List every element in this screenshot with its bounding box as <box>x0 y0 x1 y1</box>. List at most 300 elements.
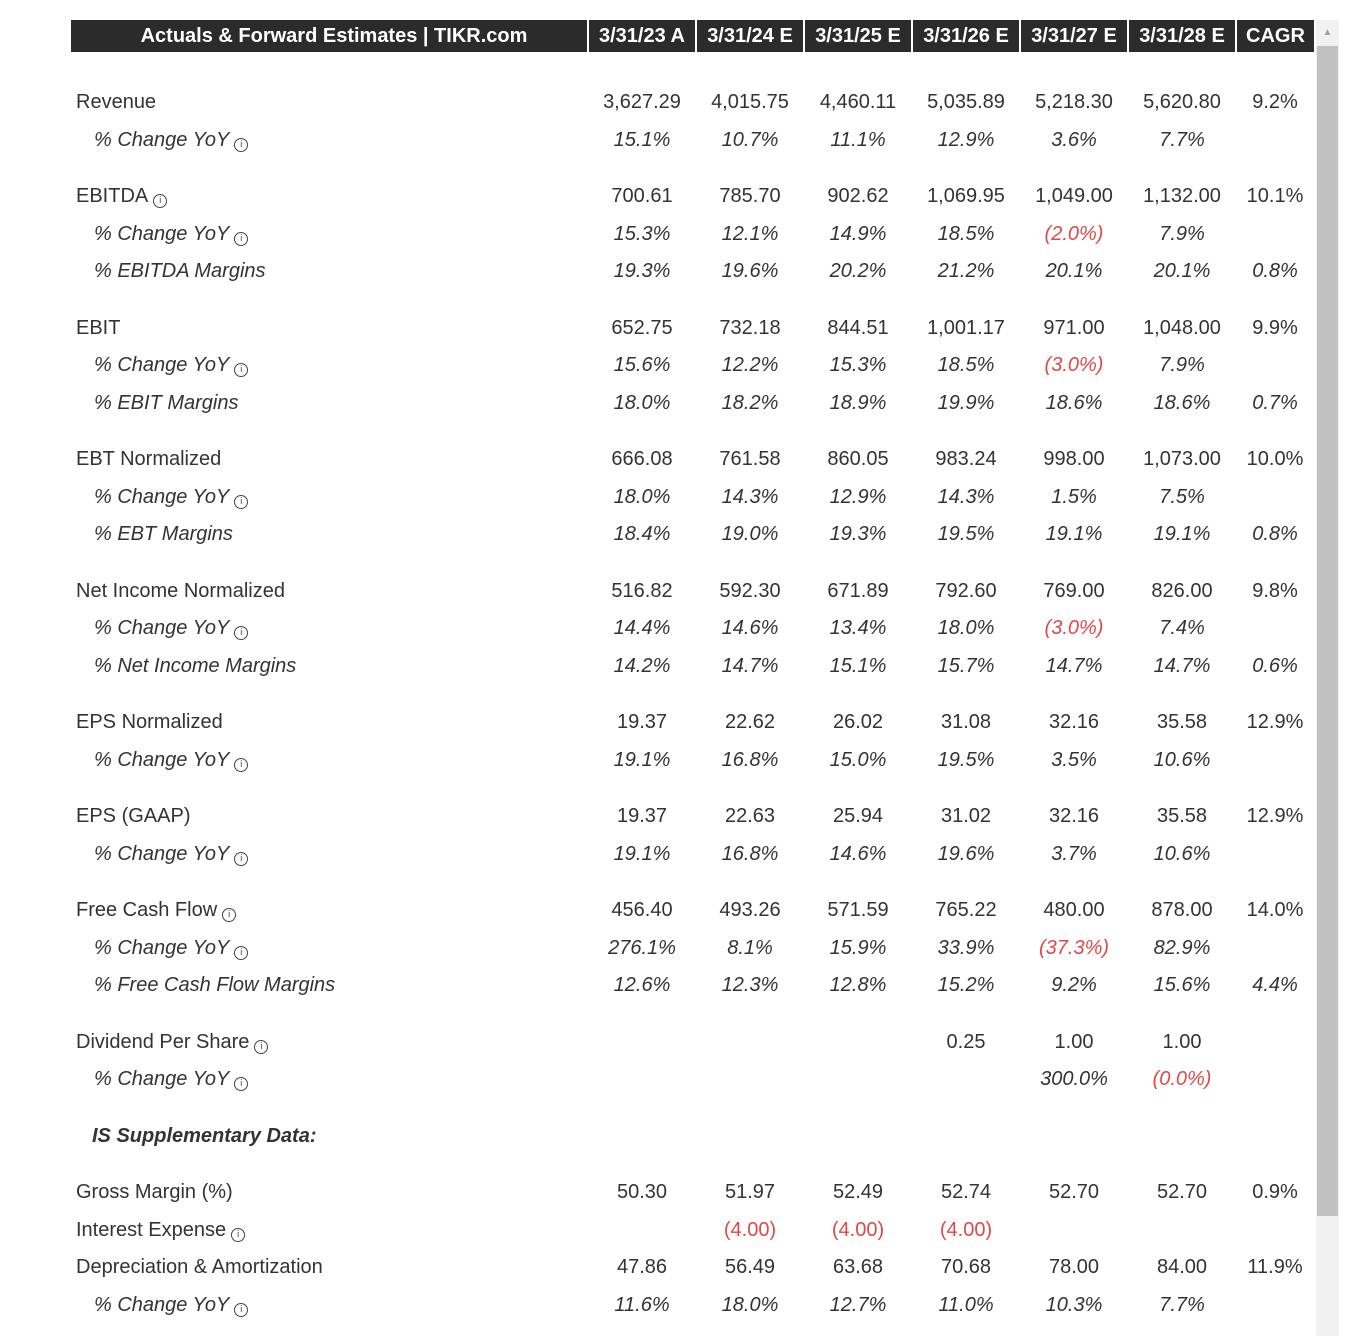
value-cell: 10.7% <box>721 128 779 151</box>
sub-metric-row <box>71 216 1314 254</box>
value-cell: 25.94 <box>832 805 884 828</box>
value-cell: 983.24 <box>935 448 997 471</box>
cagr-cell <box>1236 479 1314 517</box>
info-circle-icon[interactable]: i <box>234 626 248 640</box>
value-cell: 14.9% <box>829 222 887 245</box>
metric-row <box>71 1174 1314 1212</box>
value-cell: 78.00 <box>1048 1256 1100 1279</box>
cagr-cell <box>1236 1061 1314 1099</box>
info-circle-icon[interactable]: i <box>234 852 248 866</box>
row-label-cell <box>71 704 588 742</box>
row-label-cell <box>71 930 588 968</box>
value-cell: (37.3%) <box>1038 936 1110 959</box>
row-label: EBITDA <box>76 185 149 208</box>
section-header-row <box>71 1118 1314 1156</box>
row-label-cell <box>71 648 588 686</box>
value-cell: 35.58 <box>1156 711 1208 734</box>
value-cell: 15.1% <box>613 128 671 151</box>
row-label-cell <box>71 253 588 291</box>
row-label-cell <box>71 742 588 780</box>
spacer-row <box>71 779 1314 798</box>
value-cell <box>804 1061 912 1099</box>
cagr-cell <box>1236 930 1314 968</box>
value-cell: 1.5% <box>1051 485 1097 508</box>
value-cell <box>1128 1212 1236 1250</box>
row-label-cell <box>71 479 588 517</box>
info-circle-icon[interactable]: i <box>231 1228 245 1242</box>
value-cell: 14.3% <box>937 485 995 508</box>
row-label-cell <box>71 122 588 160</box>
value-cell: 1,069.95 <box>927 185 1005 208</box>
value-cell: 16.8% <box>721 842 779 865</box>
cagr-cell <box>1236 122 1314 160</box>
row-label: % Change YoY <box>94 354 230 377</box>
value-cell: 15.2% <box>937 974 995 997</box>
value-cell: 9.2% <box>1051 974 1097 997</box>
cagr-cell: 0.9% <box>1252 1181 1298 1204</box>
value-cell: 18.0% <box>613 485 671 508</box>
sub-metric-row <box>71 742 1314 780</box>
row-label: % Change YoY <box>94 842 230 865</box>
value-cell: 15.6% <box>1153 974 1211 997</box>
row-label-cell <box>71 573 588 611</box>
sub-metric-row <box>71 347 1314 385</box>
value-cell: 16.8% <box>721 748 779 771</box>
value-cell: (4.00) <box>939 1218 993 1241</box>
value-cell: 70.68 <box>940 1256 992 1279</box>
value-cell: 18.5% <box>937 354 995 377</box>
info-circle-icon[interactable]: i <box>234 1077 248 1091</box>
row-label-cell <box>71 798 588 836</box>
cagr-cell: 10.1% <box>1246 185 1304 208</box>
metric-row <box>71 310 1314 348</box>
value-cell: 12.3% <box>721 974 779 997</box>
row-label-cell <box>71 1118 1314 1156</box>
table-body <box>71 52 1314 1324</box>
cagr-cell <box>1236 1024 1314 1062</box>
value-cell: 33.9% <box>937 936 995 959</box>
info-circle-icon[interactable]: i <box>234 758 248 772</box>
spacer-row <box>71 422 1314 441</box>
value-cell <box>804 1024 912 1062</box>
value-cell <box>912 1061 1020 1099</box>
value-cell: 1.00 <box>1162 1030 1202 1053</box>
value-cell: 15.3% <box>613 222 671 245</box>
value-cell: 10.6% <box>1153 748 1211 771</box>
vertical-scrollbar[interactable] <box>1316 20 1339 1336</box>
value-cell: 0.25 <box>946 1030 986 1053</box>
value-cell: 7.5% <box>1159 485 1205 508</box>
value-cell: 1,001.17 <box>927 316 1005 339</box>
cagr-cell <box>1236 1212 1314 1250</box>
value-cell: 571.59 <box>827 899 889 922</box>
column-header[interactable]: 3/31/27 E <box>1020 20 1128 52</box>
value-cell: (2.0%) <box>1044 222 1104 245</box>
value-cell: 18.5% <box>937 222 995 245</box>
row-label: % EBITDA Margins <box>94 260 266 283</box>
info-circle-icon[interactable]: i <box>234 495 248 509</box>
value-cell: 3.7% <box>1051 842 1097 865</box>
value-cell: 11.6% <box>614 1293 670 1316</box>
cagr-cell <box>1236 1287 1314 1325</box>
cagr-cell <box>1236 216 1314 254</box>
value-cell <box>588 1061 696 1099</box>
value-cell: 18.4% <box>613 523 671 546</box>
sub-metric-row <box>71 122 1314 160</box>
sub-metric-row <box>71 930 1314 968</box>
row-label-cell <box>71 216 588 254</box>
value-cell: 50.30 <box>616 1181 668 1204</box>
value-cell: 4,460.11 <box>819 91 897 114</box>
value-cell: 32.16 <box>1048 805 1100 828</box>
cagr-cell: 12.9% <box>1246 805 1304 828</box>
spacer-row <box>71 873 1314 892</box>
info-circle-icon[interactable]: i <box>153 194 167 208</box>
value-cell <box>588 1024 696 1062</box>
value-cell: 19.37 <box>616 711 668 734</box>
value-cell: 456.40 <box>611 899 673 922</box>
value-cell: 592.30 <box>719 579 781 602</box>
sub-metric-row <box>71 385 1314 423</box>
value-cell: 56.49 <box>724 1256 776 1279</box>
cagr-cell: 10.0% <box>1246 448 1304 471</box>
row-label-cell <box>71 84 588 122</box>
value-cell: 14.6% <box>829 842 887 865</box>
value-cell: 15.3% <box>829 354 887 377</box>
value-cell: (4.00) <box>723 1218 777 1241</box>
value-cell: 652.75 <box>611 316 673 339</box>
column-header[interactable]: 3/31/28 E <box>1128 20 1236 52</box>
row-label: Revenue <box>76 91 157 114</box>
value-cell: 26.02 <box>832 711 884 734</box>
row-label: % Change YoY <box>94 128 230 151</box>
row-label: % Change YoY <box>94 1068 230 1091</box>
row-label: Gross Margin (%) <box>76 1181 233 1204</box>
value-cell: 31.08 <box>940 711 992 734</box>
value-cell: 19.1% <box>1045 523 1103 546</box>
value-cell: 3.5% <box>1051 748 1097 771</box>
row-label-cell <box>71 310 588 348</box>
value-cell: 1,132.00 <box>1143 185 1221 208</box>
value-cell: 300.0% <box>1040 1068 1108 1091</box>
value-cell: 671.89 <box>827 579 889 602</box>
value-cell: 11.1% <box>830 128 886 151</box>
sub-metric-row <box>71 516 1314 554</box>
row-label-cell <box>71 967 588 1005</box>
value-cell: 19.6% <box>721 260 779 283</box>
row-label: % EBT Margins <box>94 523 233 546</box>
value-cell: 5,620.80 <box>1143 91 1221 114</box>
value-cell <box>696 1061 804 1099</box>
metric-row <box>71 892 1314 930</box>
row-label: IS Supplementary Data: <box>92 1124 317 1147</box>
value-cell: 7.7% <box>1159 128 1205 151</box>
info-circle-icon[interactable]: i <box>222 908 236 922</box>
value-cell: 14.7% <box>1045 654 1103 677</box>
value-cell: 84.00 <box>1156 1256 1208 1279</box>
value-cell: 15.7% <box>937 654 995 677</box>
cagr-cell: 11.9% <box>1247 1256 1303 1279</box>
row-label-cell <box>71 385 588 423</box>
value-cell: 844.51 <box>827 316 889 339</box>
value-cell: 52.70 <box>1156 1181 1208 1204</box>
value-cell: 761.58 <box>719 448 781 471</box>
row-label: EPS (GAAP) <box>76 805 191 828</box>
value-cell: 14.4% <box>613 617 671 640</box>
info-circle-icon[interactable]: i <box>234 138 248 152</box>
spacer-row <box>71 554 1314 573</box>
spacer-row <box>71 1155 1314 1174</box>
metric-row <box>71 704 1314 742</box>
value-cell: 971.00 <box>1043 316 1105 339</box>
cagr-cell <box>1236 610 1314 648</box>
row-label-cell <box>71 1287 588 1325</box>
info-circle-icon[interactable]: i <box>234 363 248 377</box>
row-label: Depreciation & Amortization <box>76 1256 323 1279</box>
metric-row <box>71 1024 1314 1062</box>
value-cell: 769.00 <box>1043 579 1105 602</box>
value-cell: 14.2% <box>613 654 671 677</box>
info-circle-icon[interactable]: i <box>234 1303 248 1317</box>
sub-metric-row <box>71 610 1314 648</box>
sub-metric-row <box>71 253 1314 291</box>
cagr-cell <box>1236 836 1314 874</box>
value-cell: 18.9% <box>829 391 887 414</box>
value-cell: 493.26 <box>719 899 781 922</box>
cagr-cell <box>1236 347 1314 385</box>
value-cell: 5,035.89 <box>927 91 1005 114</box>
value-cell: 785.70 <box>719 185 781 208</box>
value-cell: 15.0% <box>829 748 887 771</box>
row-label-cell <box>71 1212 588 1250</box>
cagr-cell: 0.6% <box>1252 654 1298 677</box>
column-header[interactable]: 3/31/24 E <box>696 20 804 52</box>
cagr-cell: 9.2% <box>1252 91 1298 114</box>
info-circle-icon[interactable]: i <box>254 1040 268 1054</box>
metric-row <box>71 1249 1314 1287</box>
value-cell: 480.00 <box>1043 899 1105 922</box>
value-cell: 15.6% <box>613 354 671 377</box>
value-cell: 18.0% <box>937 617 995 640</box>
value-cell: 8.1% <box>727 936 773 959</box>
value-cell: 15.9% <box>829 936 887 959</box>
value-cell: 12.8% <box>829 974 887 997</box>
metric-row <box>71 441 1314 479</box>
value-cell: 826.00 <box>1151 579 1213 602</box>
sub-metric-row <box>71 1061 1314 1099</box>
value-cell: 63.68 <box>832 1256 884 1279</box>
value-cell: 19.37 <box>616 805 668 828</box>
estimates-table <box>71 20 1314 1324</box>
value-cell: 47.86 <box>616 1256 668 1279</box>
column-header[interactable]: 3/31/23 A <box>588 20 696 52</box>
row-label-cell <box>71 1249 588 1287</box>
cagr-cell <box>1236 742 1314 780</box>
value-cell: 19.9% <box>937 391 995 414</box>
value-cell: 7.9% <box>1159 354 1205 377</box>
value-cell: 1,049.00 <box>1035 185 1113 208</box>
value-cell: 7.4% <box>1159 617 1205 640</box>
cagr-cell: 9.8% <box>1252 579 1298 602</box>
cagr-cell: 0.7% <box>1252 391 1298 414</box>
row-label-cell <box>71 610 588 648</box>
metric-row <box>71 798 1314 836</box>
value-cell: 7.7% <box>1159 1293 1205 1316</box>
value-cell: 10.6% <box>1153 842 1211 865</box>
value-cell: 20.1% <box>1045 260 1103 283</box>
value-cell: 666.08 <box>611 448 673 471</box>
spacer-row <box>71 1005 1314 1024</box>
value-cell: 792.60 <box>935 579 997 602</box>
table-title: Actuals & Forward Estimates | TIKR.com <box>71 20 588 52</box>
value-cell: 20.2% <box>829 260 887 283</box>
value-cell: 19.5% <box>937 748 995 771</box>
row-label-cell <box>71 516 588 554</box>
value-cell: 18.6% <box>1045 391 1103 414</box>
value-cell: 31.02 <box>940 805 992 828</box>
row-label-cell <box>71 441 588 479</box>
value-cell: 4,015.75 <box>711 91 789 114</box>
row-label: % Change YoY <box>94 1293 230 1316</box>
value-cell: 765.22 <box>935 899 997 922</box>
metric-row <box>71 84 1314 122</box>
value-cell: 19.1% <box>613 748 671 771</box>
value-cell: 19.3% <box>613 260 671 283</box>
cagr-cell: 0.8% <box>1252 523 1298 546</box>
value-cell: 22.63 <box>724 805 776 828</box>
row-label: % Change YoY <box>94 617 230 640</box>
scrollbar-thumb[interactable] <box>1317 46 1338 1216</box>
value-cell: 18.0% <box>721 1293 779 1316</box>
value-cell: 19.5% <box>937 523 995 546</box>
value-cell <box>1020 1212 1128 1250</box>
value-cell: 700.61 <box>611 185 673 208</box>
value-cell: 732.18 <box>719 316 781 339</box>
estimates-table-container <box>71 20 1314 1324</box>
row-label-cell <box>71 1061 588 1099</box>
row-label-cell <box>71 1174 588 1212</box>
value-cell: (4.00) <box>831 1218 885 1241</box>
value-cell: 21.2% <box>937 260 995 283</box>
value-cell: 14.3% <box>721 485 779 508</box>
row-label: EPS Normalized <box>76 711 223 734</box>
row-label: Dividend Per Share <box>76 1030 250 1053</box>
value-cell: 19.0% <box>721 523 779 546</box>
sub-metric-row <box>71 967 1314 1005</box>
value-cell: 860.05 <box>827 448 889 471</box>
row-label-cell <box>71 347 588 385</box>
value-cell: 902.62 <box>827 185 889 208</box>
metric-row <box>71 178 1314 216</box>
row-label-cell <box>71 836 588 874</box>
value-cell: 18.6% <box>1153 391 1211 414</box>
row-label-cell <box>71 892 588 930</box>
column-header[interactable]: 3/31/26 E <box>912 20 1020 52</box>
row-label: % Change YoY <box>94 748 230 771</box>
row-label: Interest Expense <box>76 1218 227 1241</box>
column-header[interactable]: 3/31/25 E <box>804 20 912 52</box>
info-circle-icon[interactable]: i <box>234 946 248 960</box>
value-cell: 13.4% <box>829 617 887 640</box>
value-cell: 1,048.00 <box>1143 316 1221 339</box>
value-cell: 18.2% <box>721 391 779 414</box>
value-cell: 19.1% <box>1153 523 1211 546</box>
cagr-cell: 0.8% <box>1252 260 1298 283</box>
value-cell: 19.1% <box>613 842 671 865</box>
value-cell: 52.70 <box>1048 1181 1100 1204</box>
value-cell: 3.6% <box>1051 128 1097 151</box>
value-cell: 3,627.29 <box>603 91 681 114</box>
row-label: % Free Cash Flow Margins <box>94 974 336 997</box>
cagr-cell: 4.4% <box>1252 974 1298 997</box>
table-header-row <box>71 20 1314 52</box>
cagr-cell: 9.9% <box>1252 316 1298 339</box>
value-cell: 19.3% <box>829 523 887 546</box>
value-cell <box>696 1024 804 1062</box>
value-cell: 516.82 <box>611 579 673 602</box>
row-label: % Change YoY <box>94 485 230 508</box>
column-header-cagr[interactable]: CAGR <box>1236 20 1314 52</box>
value-cell: 878.00 <box>1151 899 1213 922</box>
value-cell: 52.49 <box>832 1181 884 1204</box>
value-cell: 998.00 <box>1043 448 1105 471</box>
row-label: Free Cash Flow <box>76 899 218 922</box>
sub-metric-row <box>71 1287 1314 1325</box>
row-label: EBIT <box>76 316 121 339</box>
spacer-row <box>71 291 1314 310</box>
sub-metric-row <box>71 479 1314 517</box>
value-cell: 12.6% <box>613 974 671 997</box>
value-cell: 12.9% <box>937 128 995 151</box>
value-cell: 5,218.30 <box>1035 91 1113 114</box>
row-label-cell <box>71 178 588 216</box>
row-label: EBT Normalized <box>76 448 222 471</box>
value-cell: 20.1% <box>1153 260 1211 283</box>
spacer-row <box>71 1099 1314 1118</box>
value-cell: 14.6% <box>721 617 779 640</box>
value-cell: 1,073.00 <box>1143 448 1221 471</box>
value-cell: 12.7% <box>829 1293 887 1316</box>
sub-metric-row <box>71 836 1314 874</box>
value-cell: 51.97 <box>724 1181 776 1204</box>
row-label: % Change YoY <box>94 936 230 959</box>
value-cell: 12.2% <box>721 354 779 377</box>
value-cell: 18.0% <box>613 391 671 414</box>
value-cell: 12.9% <box>829 485 887 508</box>
value-cell: 14.7% <box>721 654 779 677</box>
info-circle-icon[interactable]: i <box>234 232 248 246</box>
value-cell: 10.3% <box>1045 1293 1103 1316</box>
row-label: % EBIT Margins <box>94 391 239 414</box>
value-cell: 14.7% <box>1153 654 1211 677</box>
cagr-cell: 12.9% <box>1246 711 1304 734</box>
value-cell: 276.1% <box>608 936 676 959</box>
spacer-row <box>71 52 1314 84</box>
value-cell: 1.00 <box>1054 1030 1094 1053</box>
value-cell: (3.0%) <box>1044 354 1104 377</box>
value-cell: 22.62 <box>724 711 776 734</box>
value-cell: 82.9% <box>1153 936 1211 959</box>
value-cell: (0.0%) <box>1152 1068 1212 1091</box>
value-cell <box>588 1212 696 1250</box>
row-label-cell <box>71 1024 588 1062</box>
sub-metric-row <box>71 648 1314 686</box>
value-cell: (3.0%) <box>1044 617 1104 640</box>
spacer-row <box>71 685 1314 704</box>
metric-row <box>71 573 1314 611</box>
row-label: Net Income Normalized <box>76 579 285 602</box>
scroll-up-arrow-icon[interactable]: ▲ <box>1322 27 1333 38</box>
